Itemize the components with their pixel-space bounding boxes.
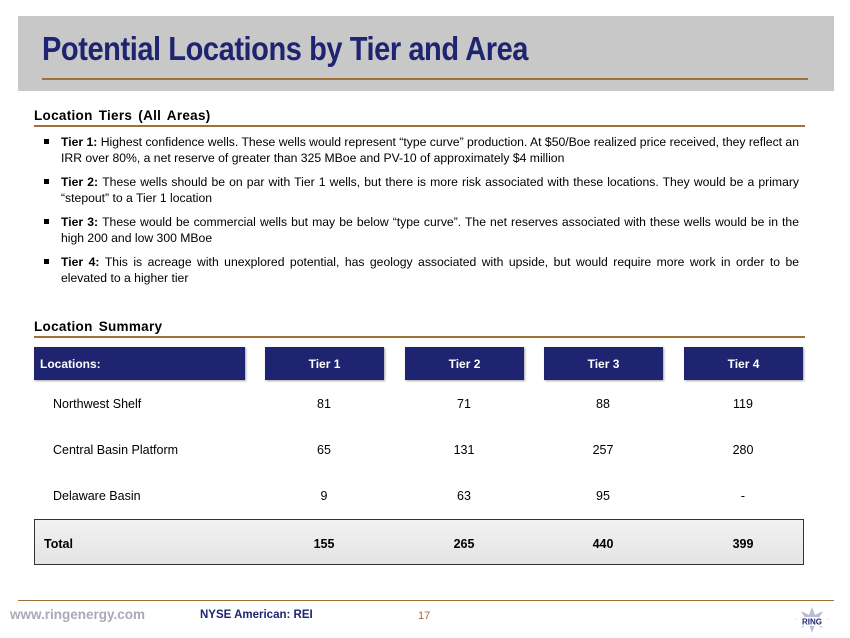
row-area-label: Central Basin Platform: [53, 443, 179, 457]
tiers-heading-divider: [34, 125, 805, 127]
tier-bullet-text: Highest confidence wells. These wells would represent “type curve” production. At $50/Boe realized price received, they reflect an IRR over 80%, a net reserve of greater than 325 MBoe and PV-10 of approximately $4 million: [61, 135, 799, 165]
footer-website-link[interactable]: www.ringenergy.com: [10, 607, 146, 622]
tier-bullet-label: Tier 4:: [61, 255, 105, 269]
tier-bullet-list: [44, 134, 799, 294]
total-cell: 399: [732, 537, 754, 551]
logo-text: RING: [802, 617, 822, 627]
table-header-tier-2: Tier 2: [405, 347, 524, 380]
table-cell: 131: [453, 443, 475, 457]
tiers-heading: Location Tiers (All Areas): [34, 108, 211, 123]
table-cell: 63: [457, 489, 471, 503]
tier-bullet-label: Tier 1:: [61, 135, 101, 149]
bullet-square-icon: [44, 179, 49, 184]
tier-bullet-text: This is acreage with unexplored potential, has geology associated with upside, but would require more work in order to be elevated to a higher tier: [61, 255, 799, 285]
table-header-tier-4: Tier 4: [684, 347, 803, 380]
tier-bullet-label: Tier 3:: [61, 215, 103, 229]
table-cell: 280: [732, 443, 754, 457]
bullet-square-icon: [44, 139, 49, 144]
table-header-tier-3: Tier 3: [544, 347, 663, 380]
bullet-square-icon: [44, 259, 49, 264]
table-cell: 257: [592, 443, 614, 457]
tier-bullet: [44, 214, 799, 246]
total-cell: 155: [313, 537, 335, 551]
tier-bullet-text: These would be commercial wells but may be below “type curve”. The net reserves associated with these wells would be in the high 200 and low 300 MBoe: [61, 215, 799, 245]
ring-logo-icon: [792, 606, 832, 636]
table-cell: 65: [317, 443, 331, 457]
page-title: Potential Locations by Tier and Area: [42, 30, 529, 67]
tier-bullet-text: These wells should be on par with Tier 1 wells, but there is more risk associated with these locations. They would be a primary “stepout” to a Tier 1 location: [61, 175, 799, 205]
tier-bullet: [44, 174, 799, 206]
row-area-label: Delaware Basin: [53, 489, 141, 503]
total-label: Total: [44, 537, 73, 551]
tier-bullet-label: Tier 2:: [61, 175, 103, 189]
table-header-tier-1: Tier 1: [265, 347, 384, 380]
total-cell: 440: [592, 537, 614, 551]
table-cell: 119: [733, 397, 753, 411]
footer-divider: [18, 600, 834, 601]
table-cell: 81: [317, 397, 331, 411]
total-cell: 265: [453, 537, 475, 551]
bullet-square-icon: [44, 219, 49, 224]
page-number: 17: [418, 610, 431, 622]
table-cell: 88: [596, 397, 610, 411]
summary-heading-divider: [34, 336, 805, 338]
table-cell: 9: [320, 489, 328, 503]
summary-heading: Location Summary: [34, 319, 163, 334]
title-divider: [42, 78, 808, 80]
row-area-label: Northwest Shelf: [53, 397, 142, 411]
tier-bullet: [44, 254, 799, 286]
tier-bullet: [44, 134, 799, 166]
table-cell: 71: [457, 397, 471, 411]
table-cell: 95: [596, 489, 610, 503]
table-cell: -: [740, 489, 746, 503]
footer-ticker: NYSE American: REI: [200, 609, 313, 621]
table-header-locations: Locations:: [34, 347, 245, 380]
